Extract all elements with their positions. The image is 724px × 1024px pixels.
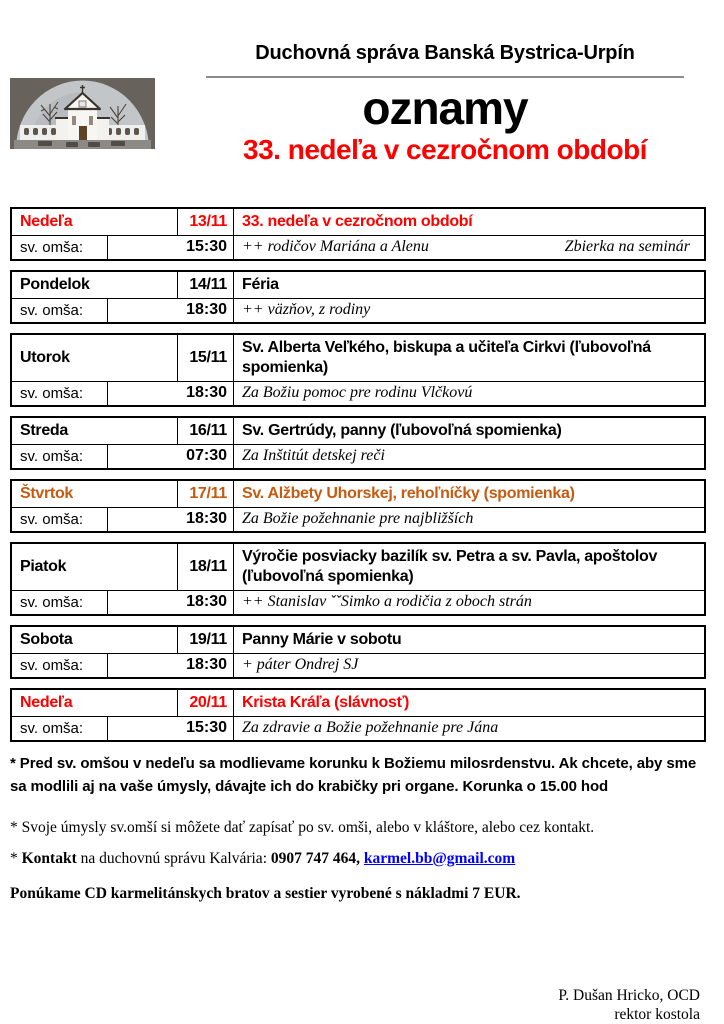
mass-label: sv. omša: bbox=[20, 447, 84, 465]
feast-title: Panny Márie v sobotu bbox=[242, 631, 402, 648]
intention-text: ++ väzňov, z rodiny bbox=[242, 301, 371, 318]
mass-row bbox=[12, 445, 704, 468]
intention-text: Za Božie požehnanie pre najbližších bbox=[242, 510, 474, 527]
note-intentions: * Svoje úmysly sv.omší si môžete dať zapísať po sv. omši, alebo v kláštore, alebo cez kontakt. bbox=[10, 819, 595, 836]
mass-time: 18:30 bbox=[107, 382, 234, 405]
intention-text: Za Božiu pomoc pre rodinu Vlčkovú bbox=[242, 384, 473, 401]
day-name: Piatok bbox=[20, 558, 67, 575]
day-name: Pondelok bbox=[20, 276, 90, 293]
mass-label: sv. omša: bbox=[20, 301, 84, 319]
intention-note: Zbierka na seminár bbox=[564, 238, 690, 255]
mass-intention bbox=[234, 382, 704, 405]
mass-intention bbox=[234, 299, 704, 322]
signature-title: rektor kostola bbox=[614, 1005, 700, 1023]
mass-time: 15:30 bbox=[107, 236, 234, 259]
schedule-block-friday-18-11 bbox=[10, 542, 706, 616]
note-rosary: * Pred sv. omšou v nedeľu sa modlievame korunku k Božiemu milosrdenstvu. Ak chcete, aby sme sa modlili aj na vaše úmysly, dávajte ich do krabičky pri organe. Korunka o 15.00 hod bbox=[10, 755, 697, 795]
day-name: Nedeľa bbox=[20, 694, 73, 711]
day-header-row bbox=[12, 690, 704, 717]
mass-label: sv. omša: bbox=[20, 384, 84, 402]
day-header-row bbox=[12, 209, 704, 236]
day-header-row bbox=[12, 481, 704, 508]
footer-notes bbox=[10, 753, 714, 903]
mass-intention bbox=[234, 508, 704, 531]
header-center bbox=[206, 42, 684, 166]
mass-time: 18:30 bbox=[107, 591, 234, 614]
mass-row bbox=[12, 382, 704, 405]
page-header bbox=[0, 0, 724, 207]
day-header-row bbox=[12, 335, 704, 382]
mass-intention bbox=[234, 591, 704, 614]
mass-intention bbox=[234, 445, 704, 468]
contact-phone: 0907 747 464, bbox=[270, 850, 364, 867]
day-date: 15/11 bbox=[177, 335, 234, 381]
contact-label: Kontakt bbox=[21, 850, 77, 867]
schedule-block-sunday-20-11 bbox=[10, 688, 706, 742]
feast-title: Sv. Alberta Veľkého, biskupa a učiteľa Cirkvi (ľubovoľná spomienka) bbox=[242, 339, 651, 376]
contact-text: na duchovnú správu Kalvária: bbox=[76, 850, 271, 867]
note-contact bbox=[10, 850, 714, 868]
schedule-block-wednesday-16-11 bbox=[10, 416, 706, 470]
feast-title: Sv. Alžbety Uhorskej, rehoľníčky (spomienka) bbox=[242, 485, 575, 502]
mass-row bbox=[12, 236, 704, 259]
feast-title: Féria bbox=[242, 276, 279, 293]
day-name: Štvrtok bbox=[20, 485, 74, 502]
contact-email-link[interactable]: karmel.bb@gmail.com bbox=[363, 850, 516, 867]
mass-time: 18:30 bbox=[107, 508, 234, 531]
day-date: 14/11 bbox=[177, 272, 234, 298]
signature-name: P. Dušan Hricko, OCD bbox=[558, 987, 700, 1004]
day-date: 18/11 bbox=[177, 544, 234, 590]
mass-time: 18:30 bbox=[107, 299, 234, 322]
day-header-row bbox=[12, 272, 704, 299]
intention-text: Za Inštitút detskej reči bbox=[242, 447, 385, 464]
day-name: Nedeľa bbox=[20, 213, 73, 230]
mass-intention bbox=[234, 654, 704, 677]
mass-label: sv. omša: bbox=[20, 719, 84, 737]
schedule-block-tuesday-15-11 bbox=[10, 333, 706, 407]
day-header-row bbox=[12, 418, 704, 445]
feast-title: Sv. Gertrúdy, panny (ľubovoľná spomienka) bbox=[242, 422, 562, 439]
day-name: Streda bbox=[20, 422, 68, 439]
mass-time: 07:30 bbox=[107, 445, 234, 468]
day-date: 17/11 bbox=[177, 481, 234, 507]
feast-title: Krista Kráľa (slávnosť) bbox=[242, 694, 409, 711]
schedule-block-sunday-13-11 bbox=[10, 207, 706, 261]
feast-title: 33. nedeľa v cezročnom období bbox=[242, 213, 473, 230]
mass-label: sv. omša: bbox=[20, 656, 84, 674]
intention-text: ++ rodičov Mariána a Alenu bbox=[242, 238, 429, 255]
schedule-block-thursday-17-11 bbox=[10, 479, 706, 533]
church-photo bbox=[10, 78, 155, 149]
day-header-row bbox=[12, 627, 704, 654]
mass-row bbox=[12, 654, 704, 677]
mass-time: 15:30 bbox=[107, 717, 234, 740]
day-name: Utorok bbox=[20, 349, 70, 366]
mass-label: sv. omša: bbox=[20, 510, 84, 528]
day-name: Sobota bbox=[20, 631, 73, 648]
intention-text: Za zdravie a Božie požehnanie pre Jána bbox=[242, 719, 499, 736]
day-date: 19/11 bbox=[177, 627, 234, 653]
day-date: 16/11 bbox=[177, 418, 234, 444]
feast-title: Výročie posviacky bazilík sv. Petra a sv. Pavla, apoštolov (ľubovoľná spomienka) bbox=[242, 548, 658, 585]
mass-row bbox=[12, 508, 704, 531]
mass-row bbox=[12, 299, 704, 322]
intention-text: ++ Stanislav ˇˇSimko a rodičia z oboch strán bbox=[242, 593, 532, 610]
intention-text: + páter Ondrej SJ bbox=[242, 656, 359, 673]
contact-star: * bbox=[10, 850, 22, 867]
day-date: 20/11 bbox=[177, 690, 234, 716]
day-date: 13/11 bbox=[177, 209, 234, 235]
schedule-block-saturday-19-11 bbox=[10, 625, 706, 679]
mass-row bbox=[12, 717, 704, 740]
mass-time: 18:30 bbox=[107, 654, 234, 677]
mass-row bbox=[12, 591, 704, 614]
schedule-block-monday-14-11 bbox=[10, 270, 706, 324]
mass-schedule bbox=[10, 207, 706, 742]
page-title: oznamy bbox=[362, 82, 528, 134]
organization-name: Duchovná správa Banská Bystrica-Urpín bbox=[206, 42, 684, 78]
mass-intention bbox=[234, 236, 704, 259]
note-cd-offer: Ponúkame CD karmelitánskych bratov a sestier vyrobené s nákladmi 7 EUR. bbox=[10, 885, 521, 902]
mass-intention bbox=[234, 717, 704, 740]
mass-label: sv. omša: bbox=[20, 238, 84, 256]
signature-block bbox=[0, 987, 700, 1024]
page-subtitle: 33. nedeľa v cezročnom období bbox=[243, 134, 647, 165]
day-header-row bbox=[12, 544, 704, 591]
mass-label: sv. omša: bbox=[20, 593, 84, 611]
